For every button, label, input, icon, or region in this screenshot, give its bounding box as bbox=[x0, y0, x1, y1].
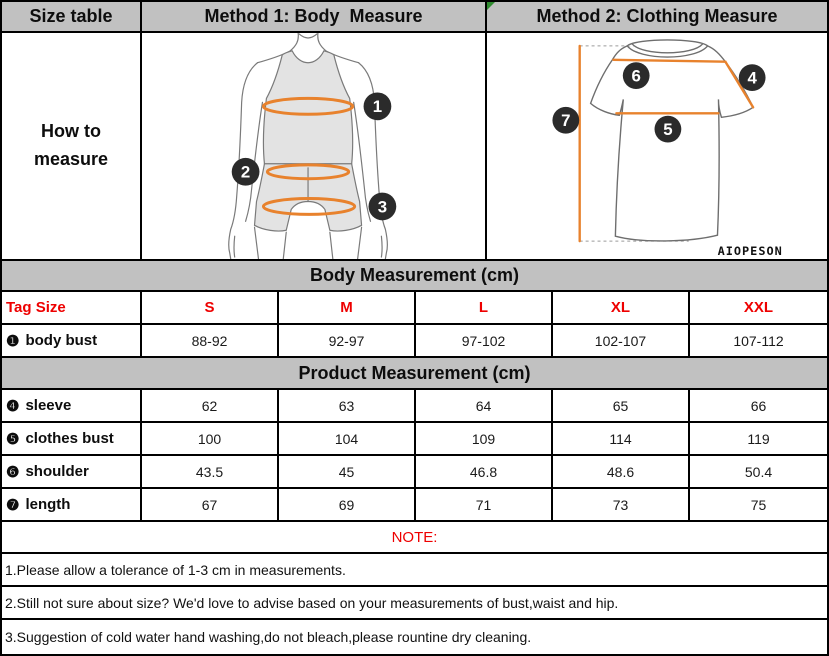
size-col-xl: XL bbox=[553, 292, 690, 323]
body-bust-xl: 102-107 bbox=[553, 325, 690, 356]
brand-label: AIOPESON bbox=[717, 244, 783, 259]
shoulder-s: 43.5 bbox=[142, 456, 279, 487]
body-bust-label: ❶ body bust bbox=[2, 325, 142, 356]
badge-7 bbox=[552, 107, 579, 134]
illustration-row bbox=[2, 33, 827, 261]
body-measurement-title-row bbox=[2, 261, 827, 292]
product-measurement-title: Product Measurement (cm) bbox=[2, 358, 827, 388]
shoulder-xxl: 50.4 bbox=[744, 463, 773, 480]
badge-2 bbox=[232, 158, 260, 186]
marker-6-icon: ❻ bbox=[6, 463, 20, 481]
sleeve-m: 63 bbox=[279, 390, 416, 421]
cell-comment-flag-icon bbox=[487, 2, 495, 10]
svg-text:4: 4 bbox=[747, 68, 757, 88]
product-measurement-title-row bbox=[2, 358, 827, 390]
svg-text:7: 7 bbox=[561, 111, 571, 131]
clothes-bust-xl: 114 bbox=[553, 423, 690, 454]
note-row-1 bbox=[2, 554, 827, 587]
svg-text:3: 3 bbox=[377, 197, 388, 217]
clothing-measure-illustration bbox=[487, 33, 827, 259]
table-row-sleeve bbox=[2, 390, 827, 423]
svg-text:1: 1 bbox=[372, 97, 383, 117]
length-m: 69 bbox=[279, 489, 416, 520]
sleeve-xxl: 66 bbox=[750, 397, 767, 414]
marker-1-icon: ❶ bbox=[6, 332, 20, 350]
sleeve-label: ❹ sleeve bbox=[2, 390, 142, 421]
size-table-header: Size table bbox=[2, 2, 142, 31]
body-figure-drawing bbox=[142, 33, 485, 259]
size-col-s: S bbox=[142, 292, 279, 323]
length-s: 67 bbox=[142, 489, 279, 520]
shoulder-l: 46.8 bbox=[416, 456, 553, 487]
method2-header-label: Method 2: Clothing Measure bbox=[536, 6, 778, 26]
length-xl: 73 bbox=[553, 489, 690, 520]
badge-4 bbox=[739, 64, 766, 91]
length-l: 71 bbox=[416, 489, 553, 520]
shoulder-xl: 48.6 bbox=[553, 456, 690, 487]
how-to-measure-label: How to measure bbox=[2, 33, 142, 259]
method1-header: Method 1: Body Measure bbox=[142, 2, 487, 31]
badge-1 bbox=[364, 92, 392, 120]
shoulder-label: ❻ shoulder bbox=[2, 456, 142, 487]
method2-header bbox=[487, 2, 827, 31]
clothes-bust-xxl: 119 bbox=[747, 430, 770, 447]
sleeve-l: 64 bbox=[416, 390, 553, 421]
svg-text:2: 2 bbox=[240, 162, 251, 182]
table-row-body-bust bbox=[2, 325, 827, 358]
clothes-bust-l: 109 bbox=[416, 423, 553, 454]
top-header-row bbox=[2, 2, 827, 33]
tshirt-drawing bbox=[487, 33, 827, 259]
clothes-bust-s: 100 bbox=[142, 423, 279, 454]
svg-text:5: 5 bbox=[663, 120, 673, 140]
size-col-l: L bbox=[416, 292, 553, 323]
note-title-row bbox=[2, 522, 827, 554]
length-label: ❼ length bbox=[2, 489, 142, 520]
note-item-2: 2.Still not sure about size? We'd love to advise based on your measurements of bust,waist and hip. bbox=[5, 594, 619, 611]
clothes-bust-m: 104 bbox=[279, 423, 416, 454]
shoulder-m: 45 bbox=[279, 456, 416, 487]
tag-size-row bbox=[2, 292, 827, 325]
table-row-shoulder bbox=[2, 456, 827, 489]
marker-5-icon: ❺ bbox=[6, 430, 20, 448]
table-row-length bbox=[2, 489, 827, 522]
badge-5 bbox=[655, 116, 682, 143]
table-row-clothes-bust bbox=[2, 423, 827, 456]
body-bust-m: 92-97 bbox=[279, 325, 416, 356]
body-measurement-title: Body Measurement (cm) bbox=[2, 261, 827, 290]
svg-text:6: 6 bbox=[631, 66, 641, 86]
note-row-2 bbox=[2, 587, 827, 620]
clothes-bust-label: ❺ clothes bust bbox=[2, 423, 142, 454]
sleeve-s: 62 bbox=[142, 390, 279, 421]
body-bust-s: 88-92 bbox=[142, 325, 279, 356]
tag-size-label: Tag Size bbox=[2, 292, 142, 323]
sleeve-xl: 65 bbox=[553, 390, 690, 421]
size-col-m: M bbox=[279, 292, 416, 323]
note-title: NOTE: bbox=[391, 528, 438, 546]
body-bust-l: 97-102 bbox=[416, 325, 553, 356]
body-measure-illustration bbox=[142, 33, 487, 259]
marker-7-icon: ❼ bbox=[6, 496, 20, 514]
marker-4-icon: ❹ bbox=[6, 397, 20, 415]
body-bust-xxl: 107-112 bbox=[733, 332, 784, 349]
badge-6 bbox=[623, 62, 650, 89]
note-item-3: 3.Suggestion of cold water hand washing,do not bleach,please rountine dry cleaning. bbox=[5, 629, 532, 645]
length-xxl: 75 bbox=[750, 496, 767, 513]
size-col-xxl: XXL bbox=[743, 299, 774, 316]
note-row-3 bbox=[2, 620, 827, 654]
badge-3 bbox=[369, 193, 397, 221]
note-item-1: 1.Please allow a tolerance of 1-3 cm in measurements. bbox=[5, 561, 346, 578]
